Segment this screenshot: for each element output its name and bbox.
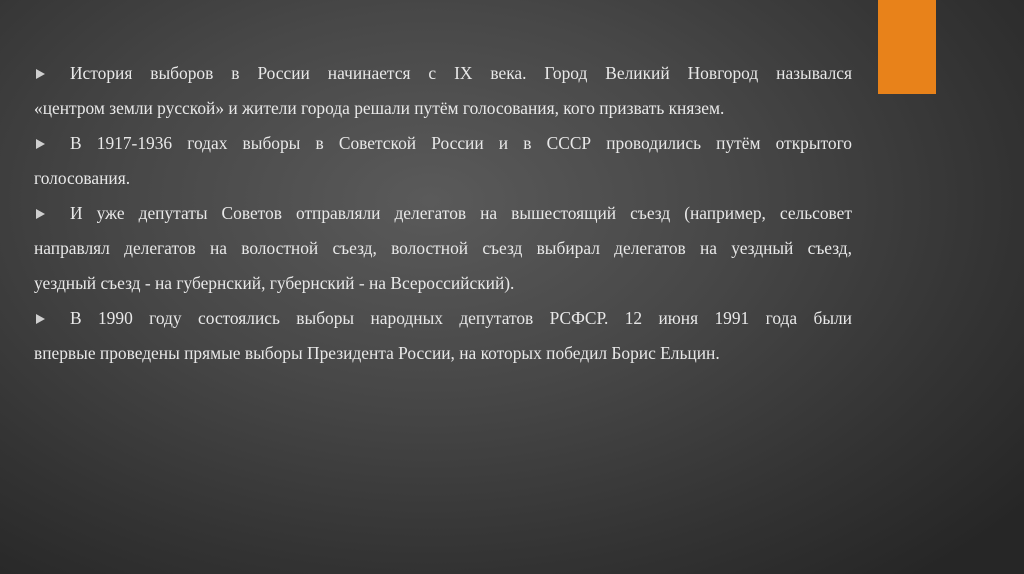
bullet-text-line: уездный съезд - на губернский, губернский - на Всероссийский).: [34, 273, 515, 293]
triangle-bullet-icon: [34, 196, 54, 231]
bullet-item: [34, 301, 852, 371]
bullet-text-line: И уже депутаты Советов отправляли делегатов на вышестоящий съезд (например, сельсовет: [70, 203, 852, 223]
bullet-text-line: История выборов в России начинается с IX века. Город Великий Новгород назывался: [70, 63, 852, 83]
slide-content: [34, 56, 852, 371]
triangle-bullet-icon: [34, 301, 54, 336]
bullet-text-line: В 1917-1936 годах выборы в Советской России и в СССР проводились путём открытого: [70, 133, 852, 153]
bullet-item: [34, 126, 852, 196]
bullet-text-line: голосования.: [34, 168, 131, 188]
bullet-text-line: «центром земли русской» и жители города решали путём голосования, кого призвать князем.: [34, 98, 725, 118]
bullet-text-line: впервые проведены прямые выборы Президента России, на которых победил Борис Ельцин.: [34, 343, 720, 363]
triangle-bullet-icon: [34, 56, 54, 91]
orange-accent-bar: [878, 0, 936, 94]
bullet-item: [34, 196, 852, 301]
bullet-text-line: направлял делегатов на волостной съезд, волостной съезд выбирал делегатов на уездный съезд,: [34, 238, 852, 258]
bullet-text-line: В 1990 году состоялись выборы народных депутатов РСФСР. 12 июня 1991 года были: [70, 308, 852, 328]
triangle-bullet-icon: [34, 126, 54, 161]
bullet-item: [34, 56, 852, 126]
